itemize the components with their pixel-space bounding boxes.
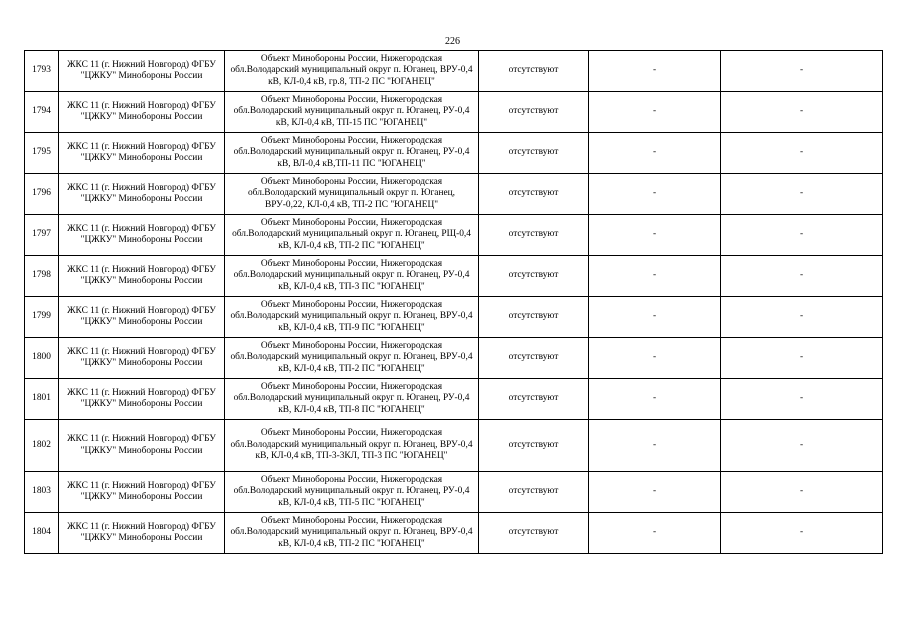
- organization-cell: ЖКС 11 (г. Нижний Новгород) ФГБУ "ЦЖКУ" Минобороны России: [59, 379, 225, 420]
- table-row: [25, 513, 883, 554]
- column-5-cell: -: [589, 472, 721, 513]
- column-5-cell: -: [589, 338, 721, 379]
- organization-cell: ЖКС 11 (г. Нижний Новгород) ФГБУ "ЦЖКУ" Минобороны России: [59, 133, 225, 174]
- organization-cell: ЖКС 11 (г. Нижний Новгород) ФГБУ "ЦЖКУ" Минобороны России: [59, 174, 225, 215]
- encumbrance-cell: отсутствуют: [479, 92, 589, 133]
- page-number: 226: [445, 36, 460, 47]
- column-5-cell: -: [589, 513, 721, 554]
- column-6-cell: -: [721, 174, 883, 215]
- organization-cell: ЖКС 11 (г. Нижний Новгород) ФГБУ "ЦЖКУ" Минобороны России: [59, 51, 225, 92]
- organization-cell: ЖКС 11 (г. Нижний Новгород) ФГБУ "ЦЖКУ" Минобороны России: [59, 92, 225, 133]
- object-description-cell: Объект Минобороны России, Нижегородская обл.Володарский муниципальный округ п. Юганец, ВРУ-0,4 кВ, КЛ-0,4 кВ, ТП-9 ПС "ЮГАНЕЦ": [225, 297, 479, 338]
- object-description-cell: Объект Минобороны России, Нижегородская обл.Володарский муниципальный округ п. Юганец, ВРУ-0,4 кВ, КЛ-0,4 кВ, гр.8, ТП-2 ПС "ЮГАНЕЦ": [225, 51, 479, 92]
- column-6-cell: -: [721, 256, 883, 297]
- encumbrance-cell: отсутствуют: [479, 174, 589, 215]
- row-number: 1803: [25, 472, 59, 513]
- table-row: [25, 92, 883, 133]
- organization-cell: ЖКС 11 (г. Нижний Новгород) ФГБУ "ЦЖКУ" Минобороны России: [59, 472, 225, 513]
- registry-table: [24, 50, 883, 554]
- column-6-cell: -: [721, 379, 883, 420]
- column-6-cell: -: [721, 297, 883, 338]
- column-5-cell: -: [589, 92, 721, 133]
- organization-cell: ЖКС 11 (г. Нижний Новгород) ФГБУ "ЦЖКУ" Минобороны России: [59, 256, 225, 297]
- object-description-cell: Объект Минобороны России, Нижегородская обл.Володарский муниципальный округ п. Юганец, ВРУ-0,4 кВ, КЛ-0,4 кВ, ТП-3-3КЛ, ТП-3 ПС "ЮГАНЕЦ": [225, 420, 479, 472]
- organization-cell: ЖКС 11 (г. Нижний Новгород) ФГБУ "ЦЖКУ" Минобороны России: [59, 420, 225, 472]
- object-description-cell: Объект Минобороны России, Нижегородская обл.Володарский муниципальный округ п. Юганец, РУ-0,4 кВ, КЛ-0,4 кВ, ТП-3 ПС "ЮГАНЕЦ": [225, 256, 479, 297]
- table-row: [25, 420, 883, 472]
- column-6-cell: -: [721, 92, 883, 133]
- column-5-cell: -: [589, 256, 721, 297]
- encumbrance-cell: отсутствуют: [479, 420, 589, 472]
- object-description-cell: Объект Минобороны России, Нижегородская обл.Володарский муниципальный округ п. Юганец, РУ-0,4 кВ, КЛ-0,4 кВ, ТП-15 ПС "ЮГАНЕЦ": [225, 92, 479, 133]
- table-row: [25, 174, 883, 215]
- object-description-cell: Объект Минобороны России, Нижегородская обл.Володарский муниципальный округ п. Юганец, РУ-0,4 кВ, ВЛ-0,4 кВ,ТП-11 ПС "ЮГАНЕЦ": [225, 133, 479, 174]
- column-6-cell: -: [721, 215, 883, 256]
- organization-cell: ЖКС 11 (г. Нижний Новгород) ФГБУ "ЦЖКУ" Минобороны России: [59, 297, 225, 338]
- row-number: 1799: [25, 297, 59, 338]
- column-5-cell: -: [589, 420, 721, 472]
- table-row: [25, 51, 883, 92]
- encumbrance-cell: отсутствуют: [479, 513, 589, 554]
- column-5-cell: -: [589, 297, 721, 338]
- encumbrance-cell: отсутствуют: [479, 379, 589, 420]
- organization-cell: ЖКС 11 (г. Нижний Новгород) ФГБУ "ЦЖКУ" Минобороны России: [59, 338, 225, 379]
- encumbrance-cell: отсутствуют: [479, 215, 589, 256]
- organization-cell: ЖКС 11 (г. Нижний Новгород) ФГБУ "ЦЖКУ" Минобороны России: [59, 215, 225, 256]
- row-number: 1804: [25, 513, 59, 554]
- encumbrance-cell: отсутствуют: [479, 297, 589, 338]
- column-5-cell: -: [589, 215, 721, 256]
- column-6-cell: -: [721, 420, 883, 472]
- column-5-cell: -: [589, 379, 721, 420]
- table-row: [25, 215, 883, 256]
- table-row: [25, 133, 883, 174]
- column-6-cell: -: [721, 338, 883, 379]
- object-description-cell: Объект Минобороны России, Нижегородская обл.Володарский муниципальный округ п. Юганец, РУ-0,4 кВ, КЛ-0,4 кВ, ТП-8 ПС "ЮГАНЕЦ": [225, 379, 479, 420]
- organization-cell: ЖКС 11 (г. Нижний Новгород) ФГБУ "ЦЖКУ" Минобороны России: [59, 513, 225, 554]
- row-number: 1798: [25, 256, 59, 297]
- encumbrance-cell: отсутствуют: [479, 256, 589, 297]
- table-row: [25, 256, 883, 297]
- row-number: 1800: [25, 338, 59, 379]
- object-description-cell: Объект Минобороны России, Нижегородская обл.Володарский муниципальный округ п. Юганец, ВРУ-0,4 кВ, КЛ-0,4 кВ, ТП-2 ПС "ЮГАНЕЦ": [225, 513, 479, 554]
- object-description-cell: Объект Минобороны России, Нижегородская обл.Володарский муниципальный округ п. Юганец, ВРУ-0,4 кВ, КЛ-0,4 кВ, ТП-2 ПС "ЮГАНЕЦ": [225, 338, 479, 379]
- column-5-cell: -: [589, 133, 721, 174]
- column-6-cell: -: [721, 133, 883, 174]
- column-6-cell: -: [721, 51, 883, 92]
- row-number: 1793: [25, 51, 59, 92]
- column-6-cell: -: [721, 472, 883, 513]
- row-number: 1796: [25, 174, 59, 215]
- table-row: [25, 472, 883, 513]
- encumbrance-cell: отсутствуют: [479, 338, 589, 379]
- table-row: [25, 297, 883, 338]
- encumbrance-cell: отсутствуют: [479, 133, 589, 174]
- table-row: [25, 379, 883, 420]
- row-number: 1794: [25, 92, 59, 133]
- row-number: 1797: [25, 215, 59, 256]
- encumbrance-cell: отсутствуют: [479, 472, 589, 513]
- object-description-cell: Объект Минобороны России, Нижегородская обл.Володарский муниципальный округ п. Юганец, РУ-0,4 кВ, КЛ-0,4 кВ, ТП-5 ПС "ЮГАНЕЦ": [225, 472, 479, 513]
- object-description-cell: Объект Минобороны России, Нижегородская обл.Володарский муниципальный округ п. Юганец, ВРУ-0,22, КЛ-0,4 кВ, ТП-2 ПС "ЮГАНЕЦ": [225, 174, 479, 215]
- column-6-cell: -: [721, 513, 883, 554]
- row-number: 1801: [25, 379, 59, 420]
- column-5-cell: -: [589, 51, 721, 92]
- row-number: 1795: [25, 133, 59, 174]
- table-row: [25, 338, 883, 379]
- encumbrance-cell: отсутствуют: [479, 51, 589, 92]
- object-description-cell: Объект Минобороны России, Нижегородская обл.Володарский муниципальный округ п. Юганец, РЩ-0,4 кВ, КЛ-0,4 кВ, ТП-2 ПС "ЮГАНЕЦ": [225, 215, 479, 256]
- column-5-cell: -: [589, 174, 721, 215]
- row-number: 1802: [25, 420, 59, 472]
